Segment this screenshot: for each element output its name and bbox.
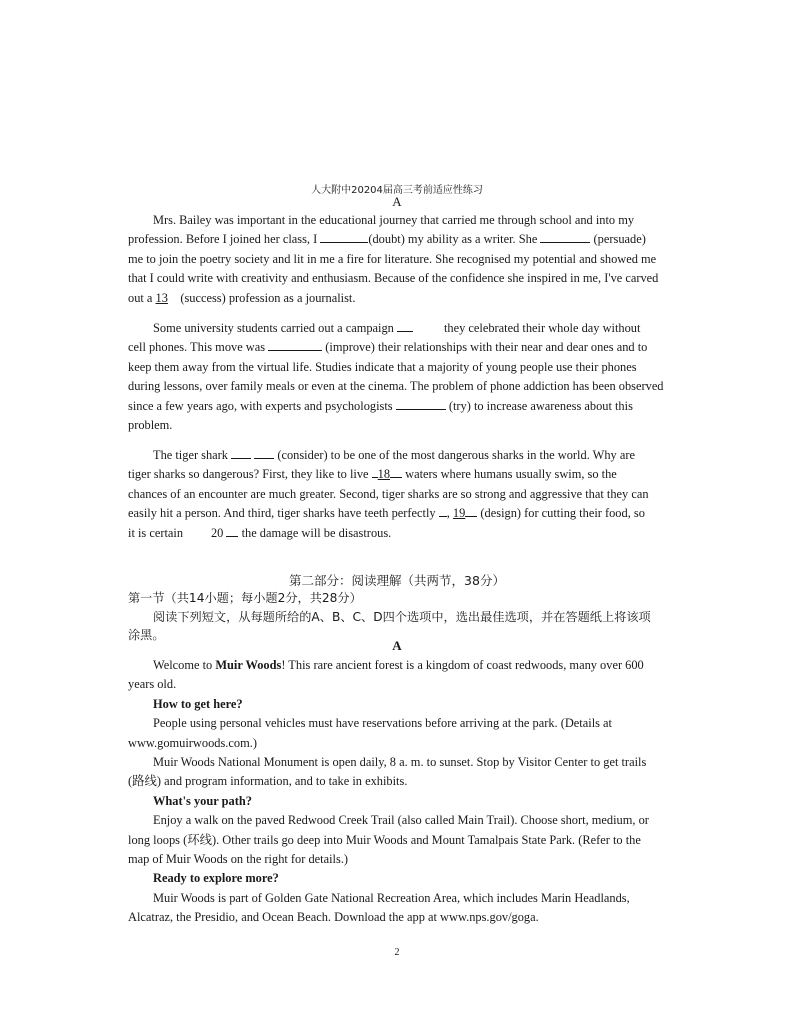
text-line: tiger sharks so dangerous? First, they like to live 18 waters where humans usually swim, so the [128, 467, 617, 482]
text-line: long loops (环线). Other trails go deep into Muir Woods and Mount Tamalpais State Park. (Refer to the [128, 832, 641, 847]
text-line: years old. [128, 677, 177, 692]
reading-passage-label: A [392, 638, 402, 653]
text-line: it is certain 20 the damage will be disastrous. [128, 525, 392, 540]
part-two-title: 第二部分：阅读理解（共两节，38分） [289, 573, 505, 588]
question-number: 20 [210, 525, 224, 540]
reading-passage-a [128, 656, 664, 928]
text-line: out a 13 (success) profession as a journalist. [128, 290, 356, 305]
text-line: that I could write with creativity and enthusiasm. Because of the confidence she inspired in me, I've carved [128, 271, 659, 286]
text-line: www.gomuirwoods.com.) [128, 735, 257, 750]
text-line: profession. Before I joined her class, I (doubt) my ability as a writer. She (persuade) [128, 232, 646, 247]
answer-blank [397, 320, 413, 332]
park-name: Muir Woods [215, 658, 282, 672]
question-number: 19 [452, 506, 466, 521]
answer-blank [396, 398, 446, 410]
instruction-line: 涂黑。 [128, 628, 165, 642]
grammar-passage-a [128, 211, 664, 308]
section-heading: How to get here? [153, 696, 243, 711]
answer-blank [390, 466, 402, 478]
text-line: problem. [128, 418, 173, 433]
grammar-passage-b [128, 319, 664, 435]
text-line: Muir Woods National Monument is open daily, 8 a. m. to sunset. Stop by Visitor Center to get trails [153, 755, 647, 770]
text-line: since a few years ago, with experts and psychologists (try) to increase awareness about this [128, 398, 633, 413]
text-line: Welcome to Muir Woods! This rare ancient forest is a kingdom of coast redwoods, many over 600 [153, 658, 644, 672]
question-number: 18 [377, 467, 391, 482]
exam-title: 人大附中20204届高三考前适应性练习 [311, 185, 483, 196]
text-line: chances of an encounter are much greater. Second, tiger sharks are so strong and aggressive that they can [128, 486, 649, 501]
text-line: The tiger shark (consider) to be one of the most dangerous sharks in the world. Why are [153, 448, 635, 462]
answer-blank [226, 525, 238, 537]
answer-blank [540, 231, 590, 243]
text-line: during lessons, over family meals or even at the cinema. The problem of phone addiction has been observed [128, 379, 664, 394]
section-heading: What's your path? [153, 793, 252, 808]
page-number: 2 [394, 947, 400, 958]
grammar-passage-c [128, 446, 664, 543]
text-line: map of Muir Woods on the right for details.) [128, 852, 349, 867]
answer-blank [254, 447, 274, 459]
answer-blank [465, 505, 477, 517]
instruction-line: 阅读下列短文，从每题所给的A、B、C、D四个选项中，选出最佳选项，并在答题纸上将该项 [153, 609, 651, 624]
text-line: keep them away from the virtual life. Studies indicate that a majority of young people use their phones [128, 359, 637, 374]
text-line: (路线) and program information, and to take in exhibits. [128, 774, 408, 789]
section-heading: Ready to explore more? [153, 871, 279, 886]
answer-blank [268, 339, 322, 351]
text-line: Muir Woods is part of Golden Gate National Recreation Area, which includes Marin Headlands, [153, 890, 630, 905]
text-line: easily hit a person. And third, tiger sharks have teeth perfectly , 19 (design) for cutting their food, so [128, 506, 645, 521]
section-title: 第一节（共14小题；每小题2分，共28分） [128, 591, 362, 605]
answer-blank [320, 231, 368, 243]
text-line: Some university students carried out a campaign they celebrated their whole day without [153, 321, 641, 335]
passage-label-a: A [392, 194, 402, 209]
question-number: 13 [155, 290, 168, 305]
text-line: Alcatraz, the Presidio, and Ocean Beach. Download the app at www.nps.gov/goga. [128, 910, 539, 925]
text-line: Mrs. Bailey was important in the educational journey that carried me through school and into my [153, 213, 635, 227]
answer-blank [231, 447, 251, 459]
section-instructions [128, 589, 664, 645]
text-line: cell phones. This move was (improve) their relationships with their near and dear ones and to [128, 340, 648, 355]
text-line: People using personal vehicles must have reservations before arriving at the park. (Details at [153, 716, 612, 731]
text-line: me to join the poetry society and lit in me a fire for literature. She recognised my potential and showed me [128, 251, 657, 266]
answer-blank [439, 505, 447, 517]
text-line: Enjoy a walk on the paved Redwood Creek Trail (also called Main Trail). Choose short, medium, or [153, 813, 649, 828]
